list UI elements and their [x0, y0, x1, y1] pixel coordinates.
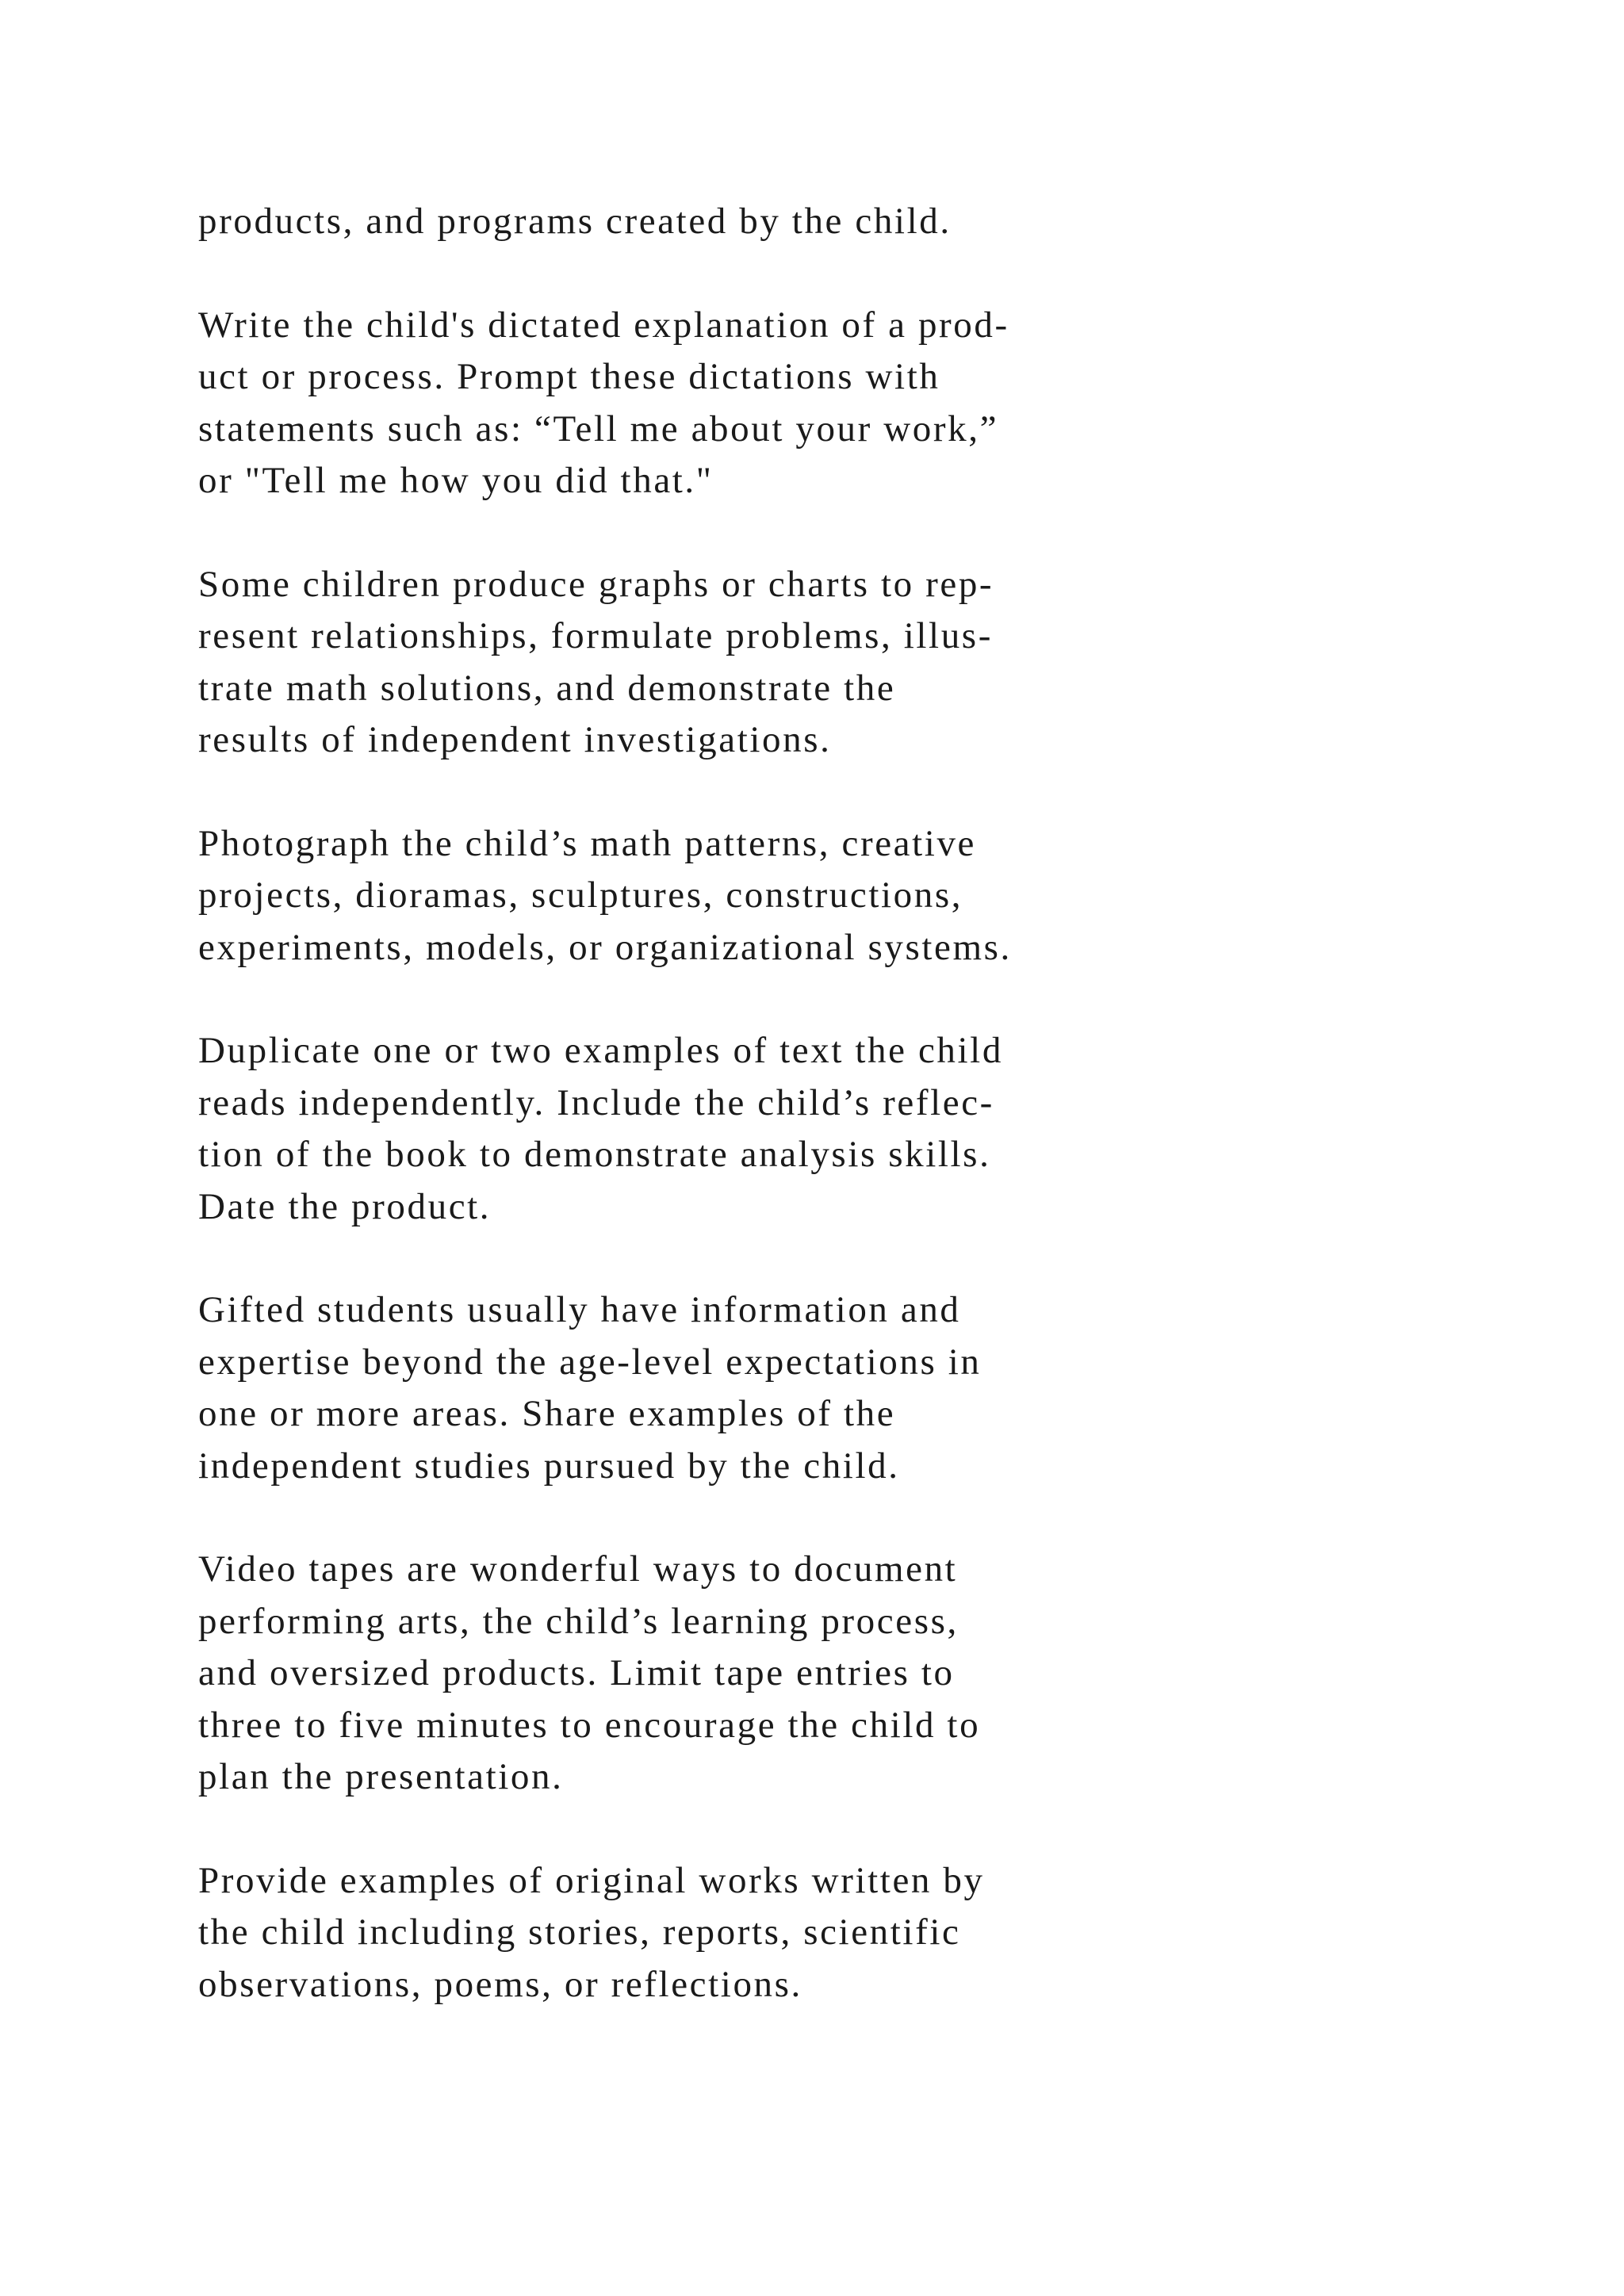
text-line: Provide examples of original works written by [198, 1859, 985, 1901]
text-line: three to five minutes to encourage the child to [198, 1704, 981, 1746]
text-line: uct or process. Prompt these dictations with [198, 356, 940, 397]
text-line: statements such as: “Tell me about your work,” [198, 408, 999, 450]
text-line: Gifted students usually have information and [198, 1289, 961, 1330]
text-line: Some children produce graphs or charts to rep- [198, 563, 994, 605]
text-line: tion of the book to demonstrate analysis skills. [198, 1134, 991, 1175]
text-line: performing arts, the child’s learning process, [198, 1600, 959, 1642]
text-line: results of independent investigations. [198, 719, 832, 760]
text-line: reads independently. Include the child’s reflec- [198, 1081, 994, 1123]
text-line: Photograph the child’s math patterns, creative [198, 822, 977, 864]
text-line: Write the child's dictated explanation of a prod- [198, 304, 1009, 346]
text-column [198, 196, 1388, 2062]
text-line: one or more areas. Share examples of the [198, 1393, 896, 1434]
text-line: plan the presentation. [198, 1756, 564, 1797]
paragraph-duplicate-text [198, 1025, 1388, 1233]
text-line: expertise beyond the age-level expectations in [198, 1341, 982, 1383]
text-line: observations, poems, or reflections. [198, 1963, 802, 2005]
paragraph-photograph [198, 818, 1388, 974]
text-line: or "Tell me how you did that." [198, 460, 714, 501]
text-line: Date the product. [198, 1185, 492, 1227]
text-line: the child including stories, reports, scientific [198, 1911, 961, 1953]
paragraph-original-works [198, 1855, 1388, 2011]
text-line: Duplicate one or two examples of text the child [198, 1030, 1003, 1071]
text-line: and oversized products. Limit tape entries to [198, 1652, 955, 1693]
paragraph-gifted-students [198, 1284, 1388, 1492]
text-line: resent relationships, formulate problems, illus- [198, 615, 993, 656]
paragraph-dictated-explanation [198, 300, 1388, 507]
text-line: independent studies pursued by the child. [198, 1445, 900, 1487]
text-line: experiments, models, or organizational systems. [198, 926, 1012, 968]
paragraph-graphs-charts [198, 559, 1388, 767]
text-line: trate math solutions, and demonstrate the [198, 667, 896, 709]
text-line: Video tapes are wonderful ways to document [198, 1548, 958, 1590]
text-line: projects, dioramas, sculptures, constructions, [198, 874, 963, 916]
paragraph-work-samples-continued [198, 196, 1388, 248]
text-line: products, and programs created by the child. [198, 201, 952, 242]
paragraph-video-tapes [198, 1544, 1388, 1804]
